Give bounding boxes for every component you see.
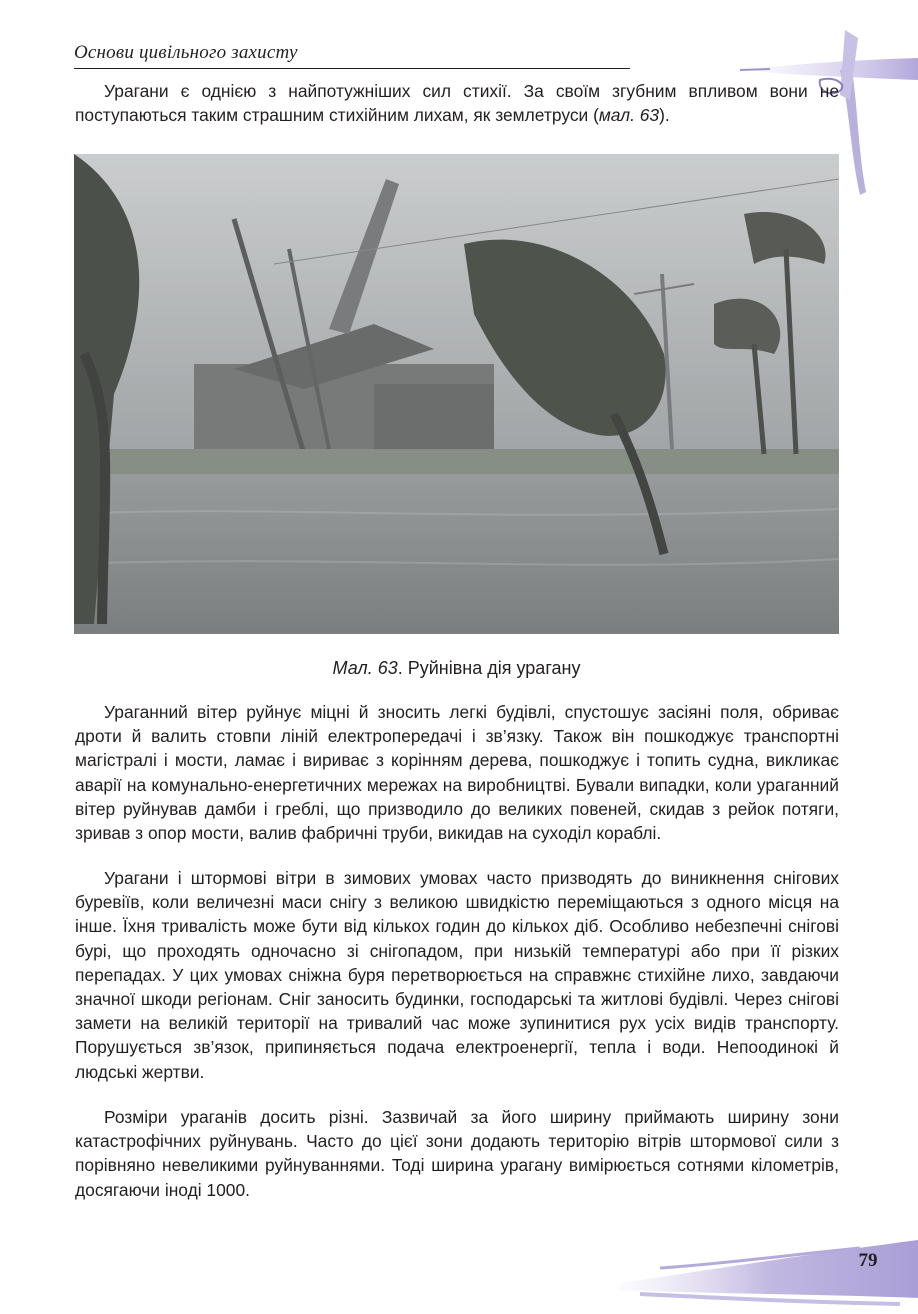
body-paragraph: Ураганний вітер руйнує міцні й зносить легкі будівлі, спустошує засіяні поля, обриває дроти й валить стовпи ліній електропередачі і зв’язку. Також він пошкоджує транспортні магістралі і мости, ламає і вириває з корінням дерева, пошкоджує і топить судна, викликає аварії на комунально-енергетичних мережах на виробництві. Бували випадки, коли ураганний вітер руйнував дамби і греблі, що призводило до великих повеней, скидав з рейок потяги, зривав з опор мости, валив фабричні труби, викидав на суходіл кораблі. [75, 702, 839, 844]
figure-caption-text: . Руйнівна дія урагану [397, 658, 581, 678]
intro-text-after: ). [659, 105, 670, 126]
figure-reference: мал. 63 [598, 105, 660, 126]
figure-label: Мал. 63 [332, 658, 398, 678]
intro-text-before: Урагани є однією з найпотужніших сил стихії. За своїм згубним впливом вони не поступаються таким страшним стихійним лихам, як землетруси ( [75, 81, 839, 126]
body-paragraph: Урагани і штормові вітри в зимових умовах часто призводять до виникнення снігових буревіїв, коли величезні маси снігу з великою швидкістю переміщаються з одного місця на інше. Їхня тривалість може бути від кількох годин до кількох діб. Особливо небезпечні снігові бурі, що проходять одночасно зі снігопадом, при низькій температурі або при її різких перепадах. У цих умовах сніжна буря перетворюється на справжнє стихійне лихо, завдаючи значної шкоди регіонам. Сніг заносить будинки, господарські та житлові будівлі. Через снігові замети на великій території на тривалий час може зупинитися рух усіх видів транспорту. Порушується зв’язок, припиняється подача електроенергії, тепла і води. Непоодинокі й людські жертви. [75, 868, 839, 1082]
hurricane-photo [74, 154, 839, 634]
body-paragraph: Розміри ураганів досить різні. Зазвичай за його ширину приймають ширину зони катастрофічних руйнувань. Часто до цієї зони додають територію вітрів штормової сили з порівняно невеликими руйнуваннями. Тоді ширина урагану вимірюється сотнями кілометрів, досягаючи іноді 1000. [75, 1107, 839, 1200]
header-rule [74, 68, 630, 69]
intro-paragraph [75, 79, 839, 127]
running-head: Основи цивільного захисту [74, 42, 298, 63]
page-number: 79 [858, 1250, 878, 1271]
figure-caption [74, 656, 839, 680]
